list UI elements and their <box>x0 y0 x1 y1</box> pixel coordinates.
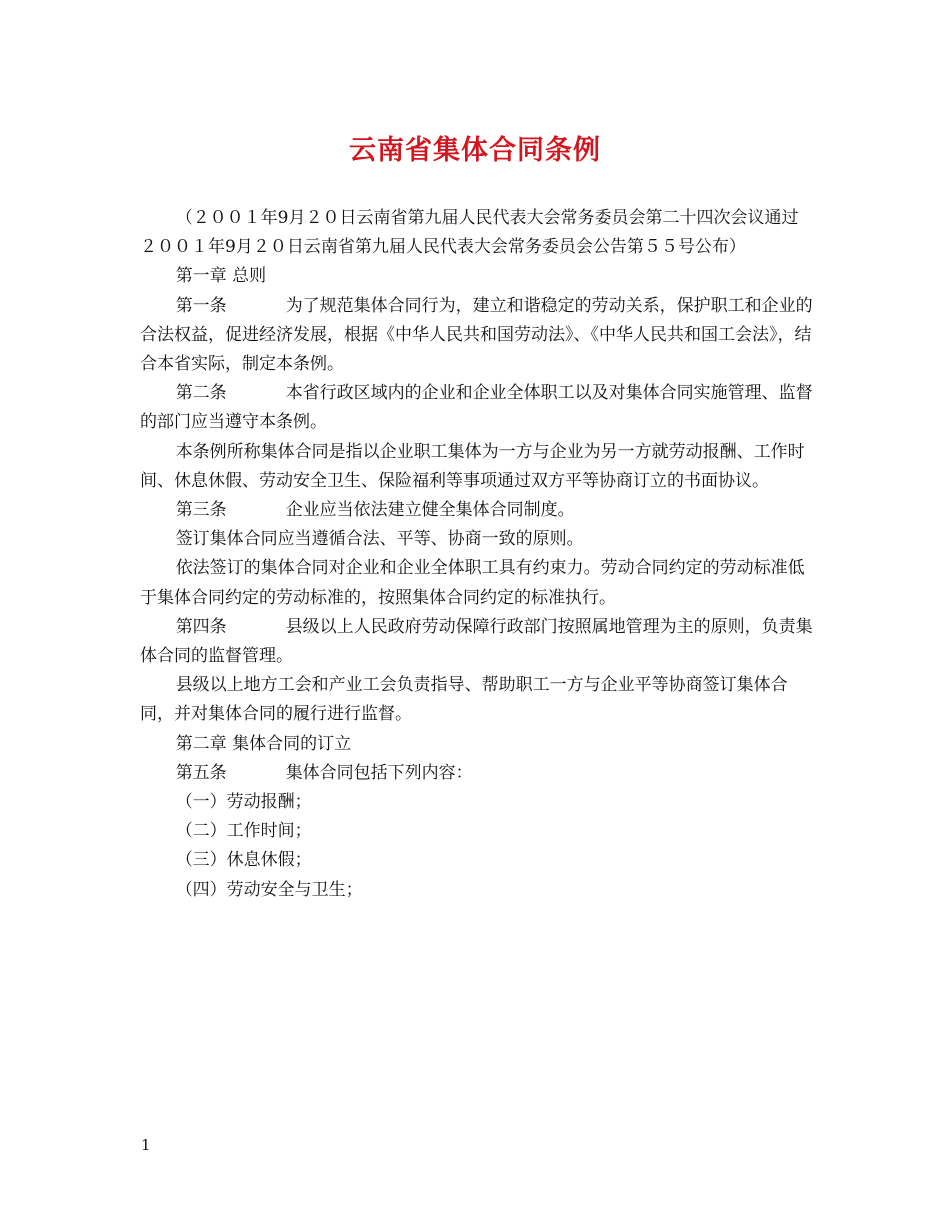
article-text: 企业应当依法建立健全集体合同制度。 <box>285 500 575 521</box>
article-text: 为了规范集体合同行为，建立和谐稳定的劳动关系，保护职工和企业的合法权益，促进经济发展，根据《中华人民共和国劳动法》、《中华人民共和国工会法》，结合本省实际，制定本条例。 <box>140 295 813 375</box>
article-text: 集体合同包括下列内容： <box>285 762 473 783</box>
article-3 <box>140 496 820 525</box>
article-4-paragraph-2: 县级以上地方工会和产业工会负责指导、帮助职工一方与企业平等协商签订集体合同，并对集体合同的履行进行监督。 <box>140 675 788 725</box>
list-item: （一）劳动报酬； <box>175 792 312 813</box>
article-2-paragraph-2: 本条例所称集体合同是指以企业职工集体为一方与企业为另一方就劳动报酬、工作时间、休息休假、劳动安全卫生、保险福利等事项通过双方平等协商订立的书面协议。 <box>140 441 805 491</box>
list-item: （二）工作时间； <box>175 821 312 842</box>
article-text: 县级以上人民政府劳动保障行政部门按照属地管理为主的原则，负责集体合同的监督管理。 <box>140 616 813 667</box>
article-4 <box>140 613 820 671</box>
chapter-heading-2: 第二章 集体合同的订立 <box>175 733 352 754</box>
article-number: 第二条 <box>175 383 227 404</box>
article-3-paragraph-3: 依法签订的集体合同对企业和企业全体职工具有约束力。劳动合同约定的劳动标准低于集体合同约定的劳动标准的，按照集体合同约定的标准执行。 <box>140 558 805 608</box>
article-3-paragraph-2: 签订集体合同应当遵循合法、平等、协商一致的原则。 <box>175 529 584 550</box>
list-item: （三）休息休假； <box>175 850 312 871</box>
article-text: 本省行政区域内的企业和企业全体职工以及对集体合同实施管理、监督的部门应当遵守本条例。 <box>140 383 813 433</box>
article-number: 第一条 <box>175 295 227 316</box>
article-5 <box>140 759 820 788</box>
document-title: 云南省集体合同条例 <box>349 135 601 166</box>
page-number: 1 <box>141 1136 151 1154</box>
article-1 <box>140 292 820 380</box>
article-number: 第五条 <box>175 762 227 783</box>
article-number: 第三条 <box>175 500 227 521</box>
document-body <box>140 204 820 905</box>
preamble: （２００１年9月２０日云南省第九届人民代表大会常务委员会第二十四次会议通过 ２００１年9月２０日云南省第九届人民代表大会常务委员会公告第５５号公布） <box>140 208 816 258</box>
article-number: 第四条 <box>175 616 227 637</box>
article-2 <box>140 379 820 437</box>
list-item: （四）劳动安全与卫生； <box>175 879 363 900</box>
chapter-heading-1: 第一章 总则 <box>175 266 267 287</box>
